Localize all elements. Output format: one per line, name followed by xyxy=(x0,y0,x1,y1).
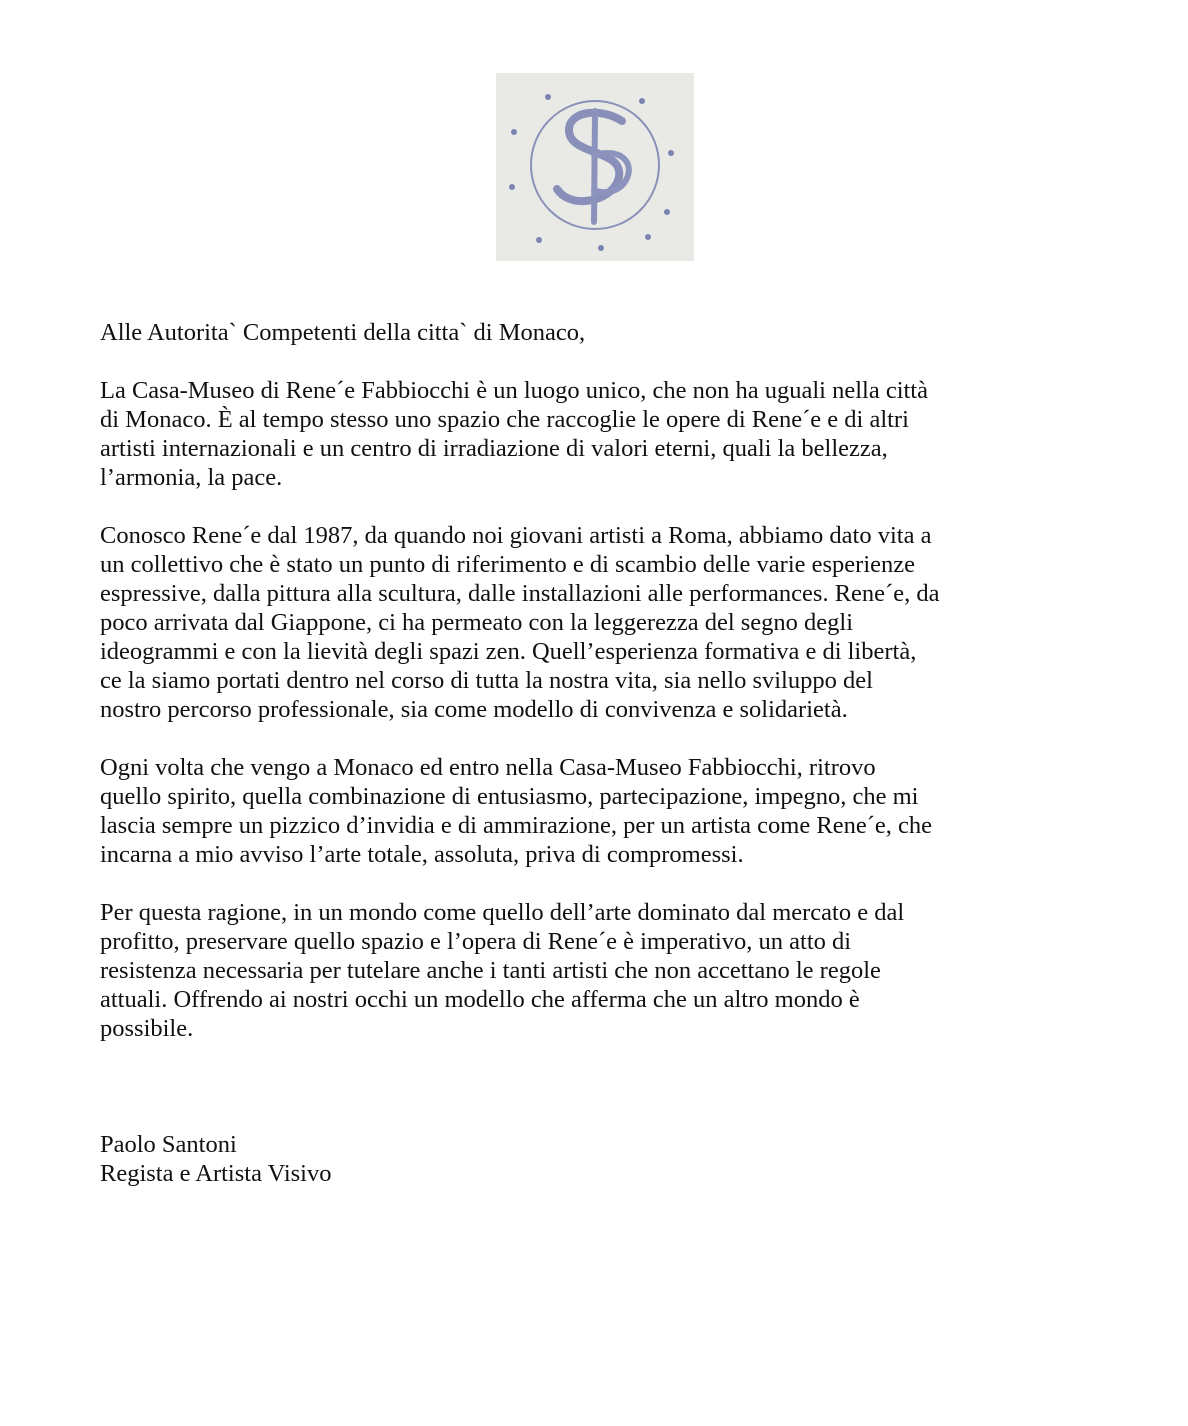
paragraph-2-line-5: ideogrammi e con la lievità degli spazi zen. Quell’esperienza formativa e di libertà, xyxy=(100,638,917,665)
paragraph-3 xyxy=(100,753,1100,869)
letter-body xyxy=(100,318,1100,1188)
logo-sp-icon-graphic xyxy=(496,73,694,261)
paragraph-2-line-4: poco arrivata dal Giappone, ci ha permeato con la leggerezza del segno degli xyxy=(100,609,854,636)
paragraph-4 xyxy=(100,898,1100,1043)
paragraph-spacer xyxy=(100,347,1100,376)
paragraph-2-line-1: Conosco Rene´e dal 1987, da quando noi giovani artisti a Roma, abbiamo dato vita a xyxy=(100,522,932,549)
signature-spacer xyxy=(100,1043,1100,1130)
paragraph-1-line-3: artisti internazionali e un centro di irradiazione di valori eterni, quali la bellezza, xyxy=(100,435,888,462)
paragraph-spacer xyxy=(100,724,1100,753)
paragraph-3-line-1: Ogni volta che vengo a Monaco ed entro nella Casa-Museo Fabbiocchi, ritrovo xyxy=(100,754,876,781)
paragraph-1-line-2: di Monaco. È al tempo stesso uno spazio che raccoglie le opere di Rene´e e di altri xyxy=(100,406,909,433)
salutation: Alle Autorita` Competenti della citta` di Monaco, xyxy=(100,319,586,346)
signature-block xyxy=(100,1130,1100,1188)
paragraph-2-line-6: ce la siamo portati dentro nel corso di tutta la nostra vita, sia nello sviluppo del xyxy=(100,667,873,694)
signature-title: Regista e Artista Visivo xyxy=(100,1160,332,1187)
paragraph-4-line-3: resistenza necessaria per tutelare anche i tanti artisti che non accettano le regole xyxy=(100,957,881,984)
paragraph-4-line-2: profitto, preservare quello spazio e l’opera di Rene´e è imperativo, un atto di xyxy=(100,928,852,955)
paragraph-1 xyxy=(100,376,1100,492)
paragraph-2-line-7: nostro percorso professionale, sia come modello di convivenza e solidarietà. xyxy=(100,696,848,723)
paragraph-spacer xyxy=(100,492,1100,521)
paragraph-1-line-1: La Casa-Museo di Rene´e Fabbiocchi è un luogo unico, che non ha uguali nella città xyxy=(100,377,928,404)
logo-sp-icon xyxy=(496,73,694,261)
paragraph-4-line-4: attuali. Offrendo ai nostri occhi un modello che afferma che un altro mondo è xyxy=(100,986,860,1013)
paragraph-spacer xyxy=(100,869,1100,898)
paragraph-3-line-2: quello spirito, quella combinazione di entusiasmo, partecipazione, impegno, che mi xyxy=(100,783,919,810)
paragraph-2 xyxy=(100,521,1100,724)
paragraph-4-line-5: possibile. xyxy=(100,1015,194,1042)
paragraph-2-line-3: espressive, dalla pittura alla scultura, dalle installazioni alle performances. Rene´e, da xyxy=(100,580,940,607)
paragraph-3-line-4: incarna a mio avviso l’arte totale, assoluta, priva di compromessi. xyxy=(100,841,744,868)
paragraph-2-line-2: un collettivo che è stato un punto di riferimento e di scambio delle varie esperienze xyxy=(100,551,916,578)
paragraph-3-line-3: lascia sempre un pizzico d’invidia e di ammirazione, per un artista come Rene´e, che xyxy=(100,812,932,839)
paragraph-4-line-1: Per questa ragione, in un mondo come quello dell’arte dominato dal mercato e dal xyxy=(100,899,905,926)
paragraph-1-line-4: l’armonia, la pace. xyxy=(100,464,283,491)
signature-name: Paolo Santoni xyxy=(100,1131,237,1158)
